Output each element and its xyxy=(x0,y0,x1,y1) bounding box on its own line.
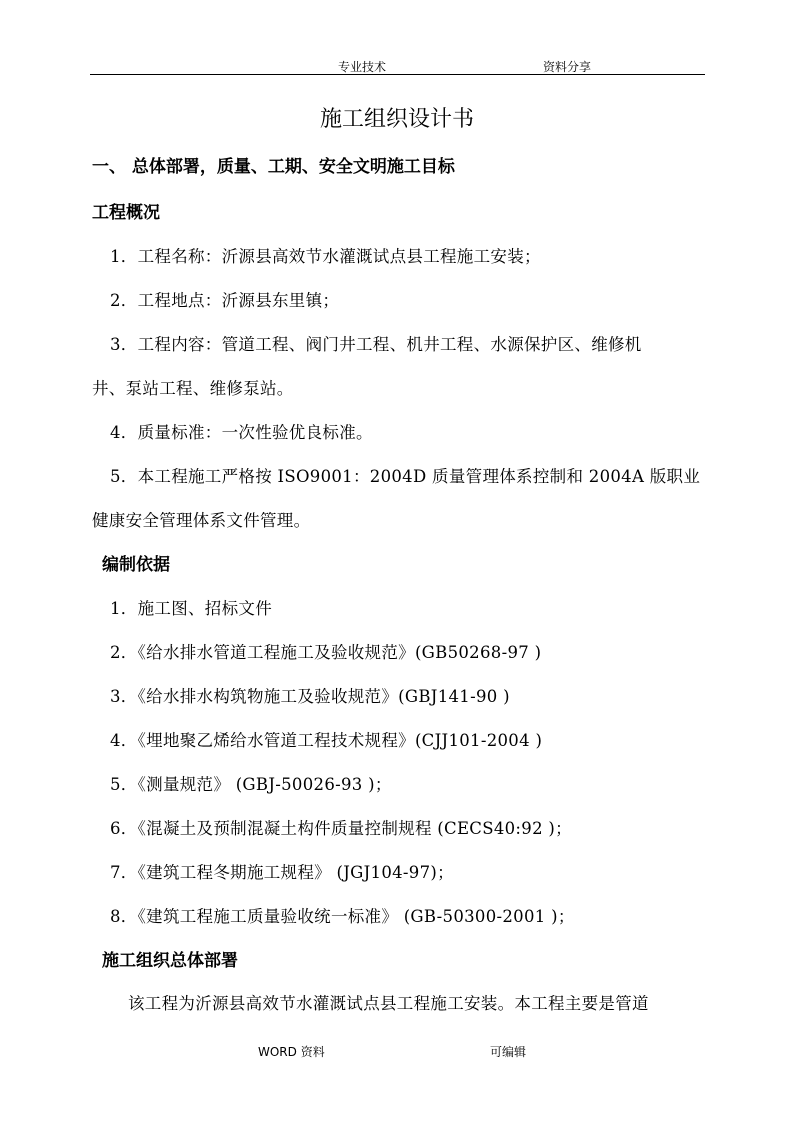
header-left-text: 专业技术 xyxy=(338,60,387,74)
header-right-text: 资料分享 xyxy=(543,60,592,74)
overview-line: 井、泵站工程、维修泵站。 xyxy=(92,379,294,398)
overview-line: 健康安全管理体系文件管理。 xyxy=(92,511,311,530)
overview-heading: 工程概况 xyxy=(92,203,160,223)
overview-line: 5．本工程施工严格按 ISO9001：2004D 质量管理体系控制和 2004A 版职业 xyxy=(110,467,701,486)
basis-line: 8．《建筑工程施工质量验收统一标准》 (GB-50300-2001 )； xyxy=(110,907,575,926)
deployment-line: 该工程为沂源县高效节水灌溉试点县工程施工安装。本工程主要是管道 xyxy=(128,994,649,1013)
footer-right-text: 可编辑 xyxy=(490,1045,527,1059)
overview-line: 1．工程名称：沂源县高效节水灌溉试点县工程施工安装； xyxy=(110,247,541,266)
basis-line: 1．施工图、招标文件 xyxy=(110,599,272,618)
basis-line: 7．《建筑工程冬期施工规程》 (JGJ104-97)； xyxy=(110,863,454,882)
overview-line: 3．工程内容：管道工程、阀门井工程、机井工程、水源保护区、维修机 xyxy=(110,335,642,354)
footer-left-text: WORD 资料 xyxy=(258,1045,325,1059)
document-title: 施工组织设计书 xyxy=(319,107,474,132)
basis-line: 3．《给水排水构筑物施工及验收规范》(GBJ141-90 ) xyxy=(110,687,510,706)
basis-line: 4．《埋地聚乙烯给水管道工程技术规程》(CJJ101-2004 ) xyxy=(110,731,543,750)
section-heading: 一、 总体部署，质量、工期、安全文明施工目标 xyxy=(92,157,455,177)
basis-heading: 编制依据 xyxy=(102,555,170,575)
overview-line: 2．工程地点：沂源县东里镇； xyxy=(110,291,340,310)
basis-line: 5．《测量规范》 (GBJ-50026-93 )； xyxy=(110,775,392,794)
basis-line: 2．《给水排水管道工程施工及验收规范》(GB50268-97 ) xyxy=(110,643,542,662)
deployment-heading: 施工组织总体部署 xyxy=(102,951,238,971)
overview-line: 4．质量标准：一次性验优良标准。 xyxy=(110,423,373,442)
header-rule xyxy=(90,74,705,75)
basis-line: 6．《混凝土及预制混凝土构件质量控制规程 (CECS40:92 )； xyxy=(110,819,572,838)
